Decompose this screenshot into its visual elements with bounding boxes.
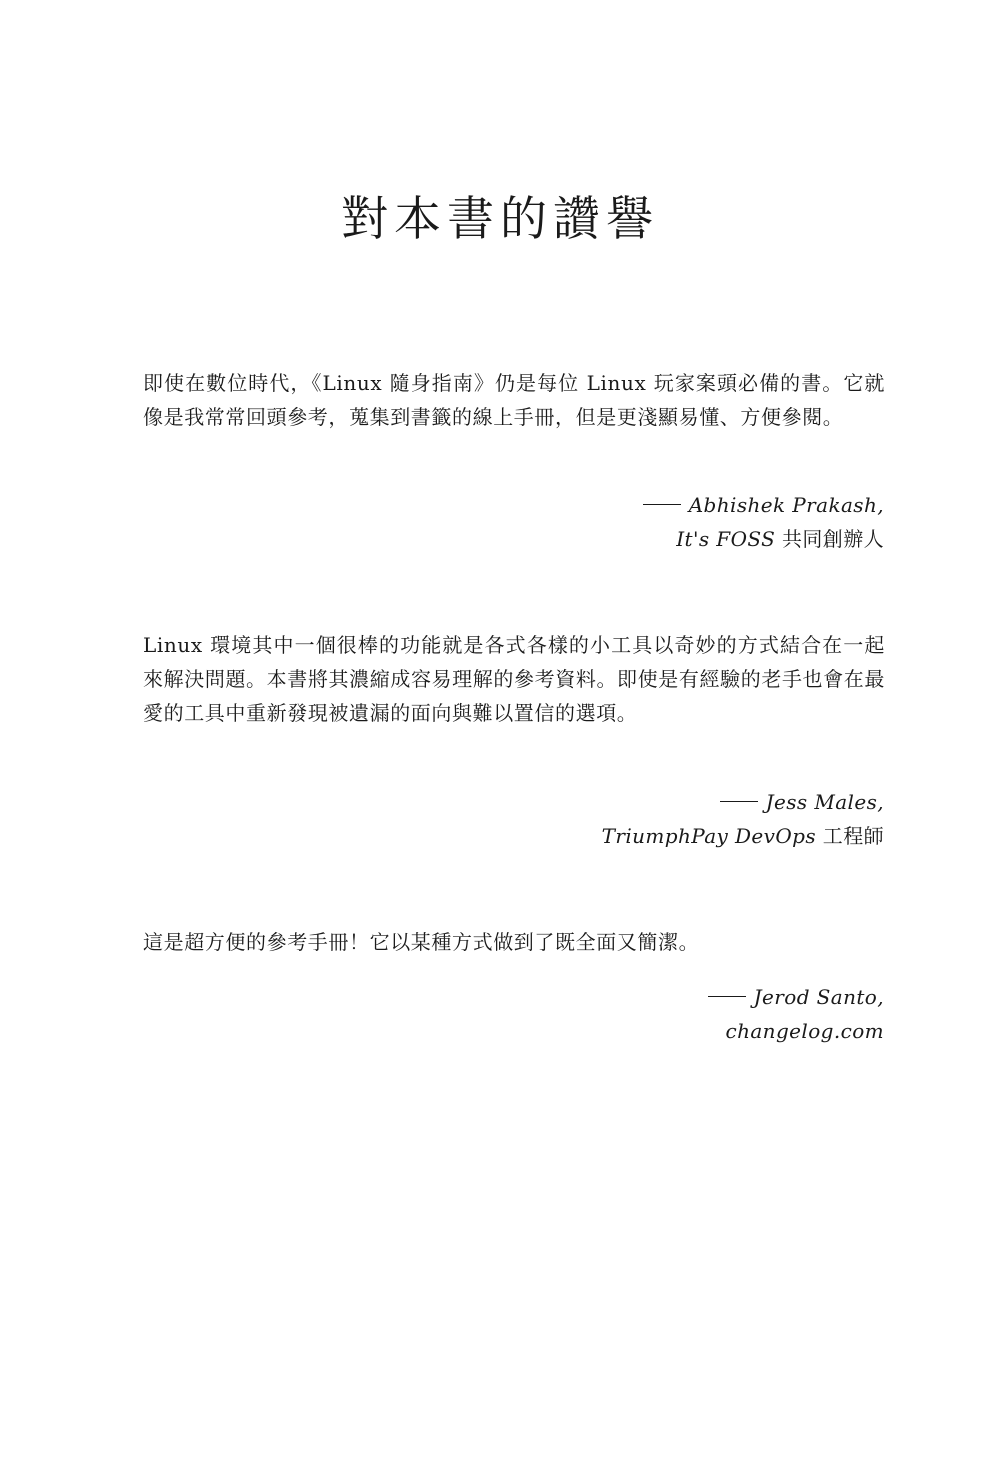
em-dash bbox=[720, 801, 758, 802]
endorsement-quote-2: Linux 環境其中一個很棒的功能就是各式各樣的小工具以奇妙的方式結合在一起來解決問題。本書將其濃縮成容易理解的參考資料。即使是有經驗的老手也會在最愛的工具中重新發現被遺漏的面向與難以置信的選項。 bbox=[143, 633, 885, 725]
endorser-affiliation-1: It's FOSS bbox=[676, 527, 776, 551]
endorsement-attribution-3 bbox=[184, 980, 884, 1048]
endorsement-quote-3: 這是超方便的參考手冊！它以某種方式做到了既全面又簡潔。 bbox=[143, 930, 700, 954]
attribution-affiliation-line-3 bbox=[184, 1014, 884, 1048]
page-title: 對本書的讚譽 bbox=[341, 192, 659, 247]
endorser-role-2: 工程師 bbox=[822, 824, 884, 848]
em-dash bbox=[708, 996, 746, 997]
attribution-name-line-3 bbox=[184, 980, 884, 1014]
endorsement-quote-1: 即使在數位時代，《Linux 隨身指南》仍是每位 Linux 玩家案頭必備的書。它就像是我常常回頭參考，蒐集到書籤的線上手冊，但是更淺顯易懂、方便參閱。 bbox=[143, 371, 885, 429]
endorser-name-2: Jess Males, bbox=[765, 790, 884, 814]
attribution-name-line-2 bbox=[184, 785, 884, 819]
attribution-affiliation-line-2 bbox=[184, 819, 884, 853]
endorser-role-1: 共同創辦人 bbox=[782, 527, 884, 551]
endorsement-attribution-2 bbox=[184, 785, 884, 853]
endorsement-attribution-1 bbox=[184, 488, 884, 556]
endorser-affiliation-2: TriumphPay DevOps bbox=[601, 824, 817, 848]
endorser-name-1: Abhishek Prakash, bbox=[688, 493, 884, 517]
em-dash bbox=[643, 504, 681, 505]
attribution-affiliation-line-1 bbox=[184, 522, 884, 556]
endorser-affiliation-3: changelog.com bbox=[725, 1019, 884, 1043]
attribution-name-line-1 bbox=[184, 488, 884, 522]
endorser-name-3: Jerod Santo, bbox=[753, 985, 884, 1009]
